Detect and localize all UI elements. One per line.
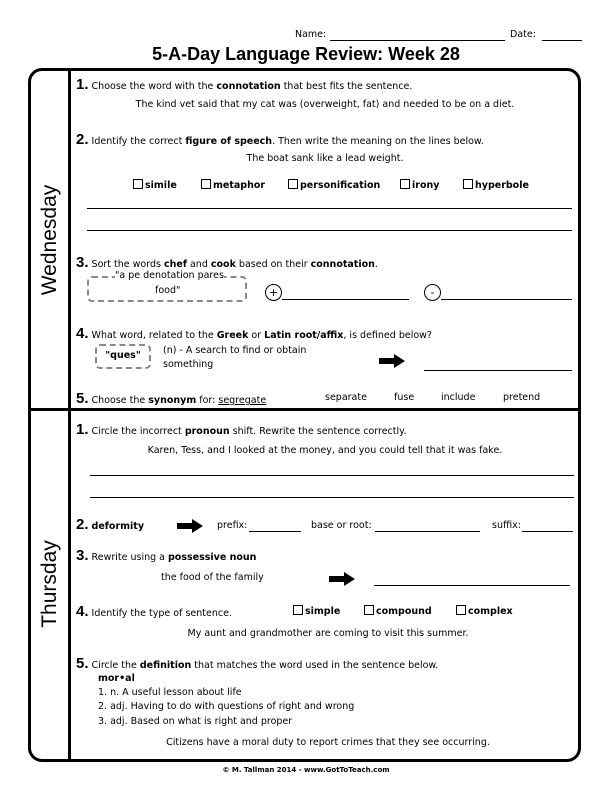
- thu-q2-prompt: 2. deformity: [76, 516, 145, 533]
- definition-text: (n) - A search to find or obtain: [163, 345, 307, 356]
- checkbox-simple[interactable]: simple: [293, 605, 340, 617]
- checkbox-personification[interactable]: personification: [288, 179, 380, 191]
- checkbox-simile[interactable]: simile: [133, 179, 177, 191]
- thu-q5-prompt: 5. Circle the definition that matches the word used in the sentence below.: [76, 655, 439, 672]
- definition-text: something: [163, 359, 214, 370]
- denotation-text: "a pe denotation pares: [115, 270, 224, 281]
- answer-line[interactable]: [90, 497, 574, 498]
- thu-q1-prompt: 1. Circle the incorrect pronoun shift. Rewrite the sentence correctly.: [76, 421, 407, 438]
- checkbox-irony[interactable]: irony: [400, 179, 439, 191]
- wed-q1-sentence: The kind vet said that my cat was (overweight, fat) and needed to be on a diet.: [135, 99, 515, 110]
- checkbox-hyperbole[interactable]: hyperbole: [463, 179, 529, 191]
- checkbox-compound[interactable]: compound: [364, 605, 432, 617]
- date-label: Date:: [510, 29, 536, 40]
- option-fuse[interactable]: fuse: [394, 392, 415, 403]
- definition-2[interactable]: 2. adj. Having to do with questions of right and wrong: [98, 701, 355, 712]
- option-include[interactable]: include: [441, 392, 476, 403]
- thu-q4-sentence: My aunt and grandmother are coming to visit this summer.: [187, 628, 469, 639]
- answer-line[interactable]: [90, 475, 574, 476]
- plus-icon: +: [265, 284, 282, 301]
- answer-line[interactable]: [87, 230, 572, 231]
- answer-line[interactable]: [87, 208, 572, 209]
- column-divider: [68, 68, 71, 762]
- answer-line[interactable]: [374, 585, 570, 586]
- date-field[interactable]: [542, 40, 582, 41]
- checkbox-complex[interactable]: complex: [456, 605, 513, 617]
- checkbox-metaphor[interactable]: metaphor: [201, 179, 265, 191]
- wed-q3-prompt: 3. Sort the words chef and cook based on their connotation.: [76, 254, 378, 271]
- option-pretend[interactable]: pretend: [503, 392, 541, 403]
- day-divider: [28, 408, 581, 411]
- wed-q2-prompt: 2. Identify the correct figure of speech. Then write the meaning on the lines below.: [76, 131, 484, 148]
- wed-q2-sentence: The boat sank like a lead weight.: [246, 153, 404, 164]
- day-label-thursday: Thursday: [38, 540, 61, 628]
- wed-q5-prompt: 5. Choose the synonym for: segregate: [76, 390, 267, 407]
- base-field[interactable]: [375, 531, 480, 532]
- page-title: 5-A-Day Language Review: Week 28: [152, 44, 460, 64]
- arrow-right-icon: [177, 519, 203, 533]
- option-separate[interactable]: separate: [325, 392, 367, 403]
- positive-answer-line[interactable]: [282, 299, 409, 300]
- wed-q4-prompt: 4. What word, related to the Greek or Latin root/affix, is defined below?: [76, 325, 432, 342]
- arrow-right-icon: [329, 572, 355, 586]
- thu-q4-prompt: 4. Identify the type of sentence.: [76, 603, 232, 620]
- dictionary-word: mor•al: [98, 673, 135, 684]
- prefix-field[interactable]: [249, 531, 301, 532]
- prefix-label: prefix:: [217, 520, 248, 531]
- minus-icon: -: [424, 284, 441, 301]
- wed-q1-prompt: 1. Choose the word with the connotation that best fits the sentence.: [76, 76, 413, 93]
- thu-q3-phrase: the food of the family: [161, 572, 264, 583]
- arrow-right-icon: [379, 354, 405, 368]
- thu-q5-sentence: Citizens have a moral duty to report crimes that they see occurring.: [166, 737, 490, 748]
- definition-1[interactable]: 1. n. A useful lesson about life: [98, 687, 242, 698]
- definition-3[interactable]: 3. adj. Based on what is right and proper: [98, 716, 293, 727]
- name-field[interactable]: [330, 40, 505, 41]
- negative-answer-line[interactable]: [441, 299, 572, 300]
- thu-q1-sentence: Karen, Tess, and I looked at the money, and you could tell that it was fake.: [147, 445, 503, 456]
- root-text: "ques": [105, 350, 141, 361]
- answer-line[interactable]: [424, 370, 572, 371]
- denotation-text: food": [155, 285, 181, 296]
- suffix-label: suffix:: [492, 520, 521, 531]
- thu-q3-prompt: 3. Rewrite using a possessive noun: [76, 547, 257, 564]
- name-label: Name:: [295, 29, 327, 40]
- day-label-wednesday: Wednesday: [38, 184, 61, 296]
- suffix-field[interactable]: [522, 531, 573, 532]
- base-label: base or root:: [311, 520, 372, 531]
- footer-copyright: © M. Tallman 2014 - www.GotToTeach.com: [222, 766, 390, 774]
